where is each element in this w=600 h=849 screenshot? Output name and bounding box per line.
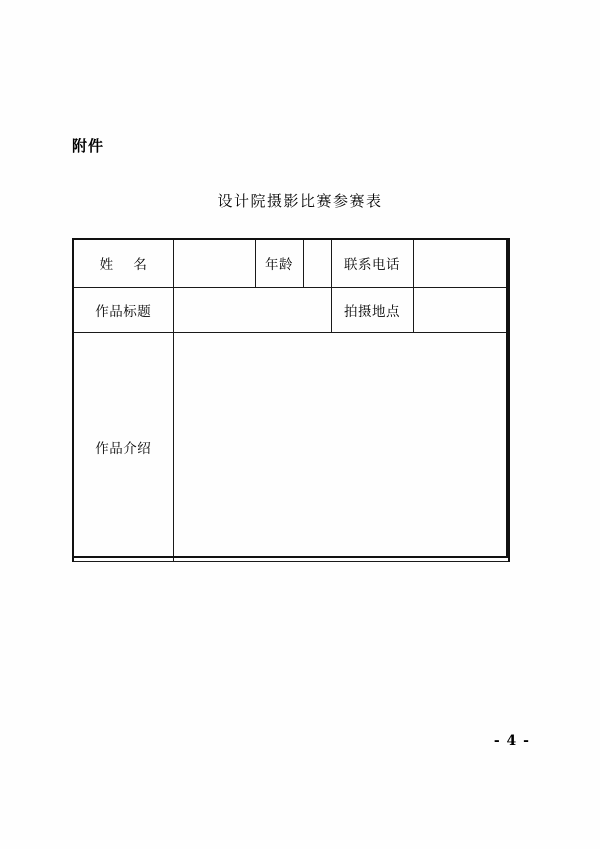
age-label-cell: 年龄 [255,239,303,288]
attachment-label: 附件 [72,137,105,155]
shoot-location-label-cell: 拍摄地点 [331,288,413,333]
work-intro-label-cell: 作品介绍 [73,333,173,562]
entry-form-table [72,238,510,562]
name-label-cell [73,239,173,288]
page-number: - 4 - [493,733,530,749]
table-row [73,333,509,562]
work-intro-input-cell[interactable] [173,333,509,562]
shoot-location-input-cell[interactable] [413,288,509,333]
phone-label-cell: 联系电话 [331,239,413,288]
work-title-input-cell[interactable] [173,288,331,333]
age-input-cell[interactable] [303,239,331,288]
table-row [73,239,509,288]
work-title-label-cell: 作品标题 [73,288,173,333]
name-input-cell[interactable] [173,239,255,288]
table-row [73,288,509,333]
page-title: 设计院摄影比赛参赛表 [217,192,383,210]
name-label: 姓 名 [99,257,155,273]
phone-input-cell[interactable] [413,239,509,288]
